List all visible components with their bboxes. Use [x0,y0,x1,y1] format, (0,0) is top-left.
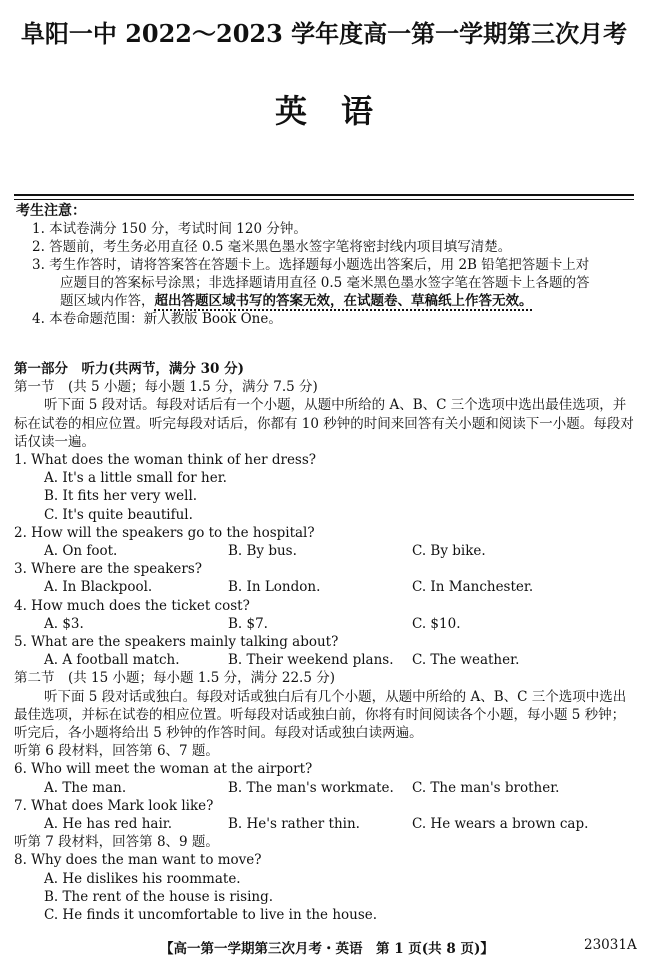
section2-heading: 第二节 (共 15 小题；每小题 1.5 分，满分 22.5 分) [14,670,335,687]
question-6-option-a: A. The man. [44,779,127,796]
question-3-options [14,578,634,596]
section2-instructions: 听下面 5 段对话或独白。每段对话或独白后有几个小题，从题中所给的 A、B、C 三个选项中选出最佳选项，并标在试卷的相应位置。听每段对话或独白前，你将有时间阅读各个小题，每小题 5 秒钟；听完后，各小题将给出 5 秒钟的作答时间。每段对话或独白读两遍。 [14,688,627,742]
question-3-option-c: C. In Manchester. [412,579,534,596]
footer-page-info: 【高一第一学期第三次月考・英语 第 1 页(共 8 页)】 [160,941,494,957]
material-6-note: 听第 6 段材料，回答第 6、7 题。 [14,743,219,760]
question-4-stem: 4. How much does the ticket cost? [14,597,250,614]
question-4-options [14,615,634,633]
exam-title: 阜阳一中 2022～2023 学年度高一第一学期第三次月考 [20,19,628,48]
question-5-option-a: A. A football match. [44,652,180,669]
question-3-stem: 3. Where are the speakers? [14,561,203,578]
part1-heading: 第一部分 听力(共两节，满分 30 分) [14,361,244,377]
question-8-option-a: A. He dislikes his roommate. [44,870,241,887]
question-2-option-c: C. By bike. [412,543,486,560]
question-7-stem: 7. What does Mark look like? [14,797,214,814]
question-1-option-a: A. It's a little small for her. [44,470,227,487]
notice-title: 考生注意： [16,203,86,219]
section1-instructions: 听下面 5 段对话。每段对话后有一个小题，从题中所给的 A、B、C 三个选项中选出最佳选项，并标在试卷的相应位置。听完每段对话后，你都有 10 秒钟的时间来回答有关小题和阅读下一小题。每段对话仅读一遍。 [14,397,634,450]
notice-item-3-end [16,292,636,310]
question-2-stem: 2. How will the speakers go to the hospital? [14,524,315,541]
notice-emphasis: 超出答题区域书写的答案无效，在试题卷、草稿纸上作答无效。 [154,293,533,309]
header-rule-thick [14,194,634,196]
question-7-option-c: C. He wears a brown cap. [412,816,589,833]
question-5-options [14,651,634,669]
notice-item-2: 2. 答题前，考生务必用直径 0.5 毫米黑色墨水签字笔将密封线内项目填写清楚。 [32,239,512,255]
question-2-options [14,542,634,560]
section1-heading: 第一节 (共 5 小题；每小题 1.5 分，满分 7.5 分) [14,379,318,396]
question-6-option-b: B. The man's workmate. [228,779,394,796]
question-4-option-c: C. $10. [412,615,461,632]
question-5-stem: 5. What are the speakers mainly talking about? [14,634,339,651]
question-1-option-b: B. It fits her very well. [44,488,198,505]
question-1-stem: 1. What does the woman think of her dress? [14,452,317,469]
footer-exam-code: 23031A [584,937,637,953]
question-8-stem: 8. Why does the man want to move? [14,852,262,869]
notice-item-3: 3. 考生作答时，请将答案答在答题卡上。选择题每小题选出答案后，用 2B 铅笔把答题卡上对 [32,257,590,273]
listening-part [14,360,634,924]
notice-item-3-cont: 应题目的答案标号涂黑；非选择题请用直径 0.5 毫米黑色墨水签字笔在答题卡上各题的答 [60,275,590,291]
notice-item-4: 4. 本卷命题范围：新人教版 Book One。 [32,311,282,327]
question-1-option-c: C. It's quite beautiful. [44,506,193,523]
question-8-option-c: C. He finds it uncomfortable to live in the house. [44,907,378,924]
candidate-notice [16,202,636,328]
question-2-option-a: A. On foot. [44,543,118,560]
notice-item-1: 1. 本试卷满分 150 分，考试时间 120 分钟。 [32,221,307,237]
question-4-option-a: A. $3. [44,615,84,632]
question-3-option-b: B. In London. [228,579,321,596]
question-2-option-b: B. By bus. [228,543,297,560]
question-7-options [14,815,634,833]
question-7-option-b: B. He's rather thin. [228,816,360,833]
question-6-option-c: C. The man's brother. [412,779,560,796]
subject-title: 英语 [274,92,407,130]
question-5-option-c: C. The weather. [412,652,520,669]
question-3-option-a: A. In Blackpool. [44,579,153,596]
question-7-option-a: A. He has red hair. [44,816,173,833]
question-6-stem: 6. Who will meet the woman at the airport? [14,761,313,778]
question-6-options [14,779,634,797]
question-4-option-b: B. $7. [228,615,268,632]
question-5-option-b: B. Their weekend plans. [228,652,394,669]
notice-item-3-tail: 题区域内作答， [60,293,155,309]
material-7-note: 听第 7 段材料，回答第 8、9 题。 [14,834,219,851]
header-rule-thin [14,199,634,200]
question-8-option-b: B. The rent of the house is rising. [44,888,274,905]
